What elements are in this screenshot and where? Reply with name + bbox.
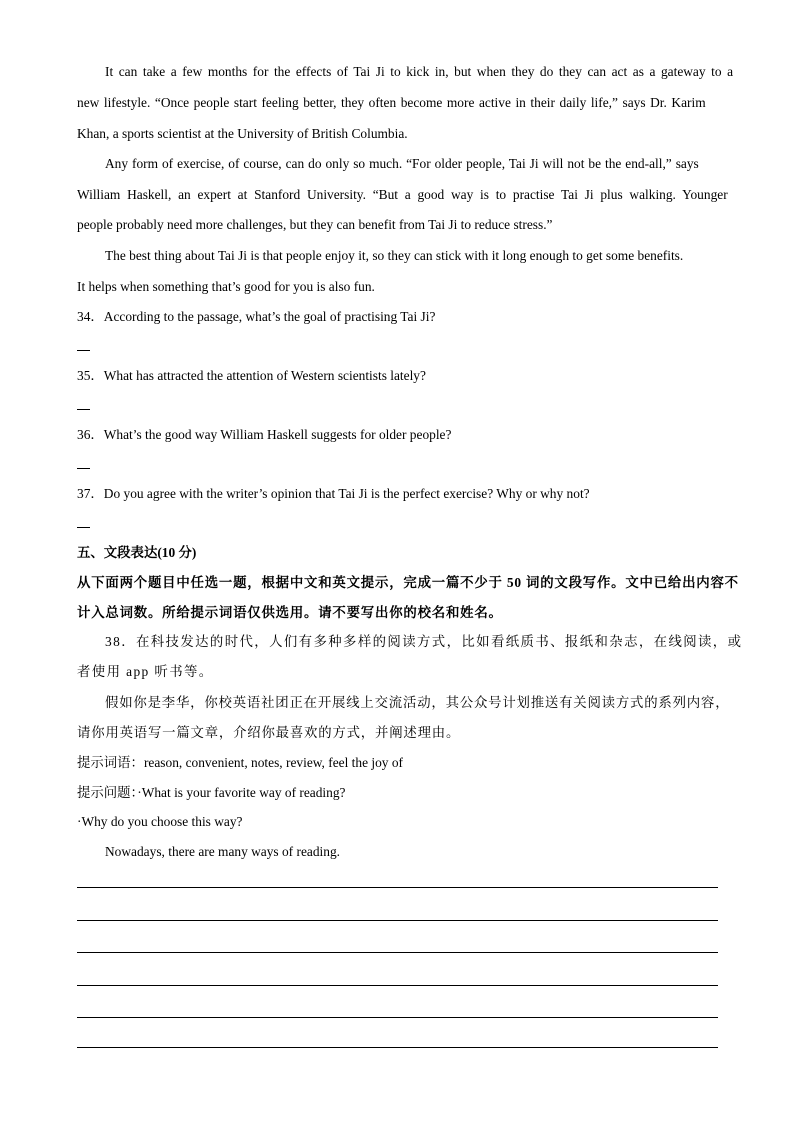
answer-line-35[interactable] bbox=[77, 409, 90, 410]
writing-line[interactable] bbox=[77, 887, 718, 888]
hint-question-1: ·What is your favorite way of reading? bbox=[137, 785, 346, 800]
writing-line[interactable] bbox=[77, 1017, 718, 1018]
question-text: What has attracted the attention of Western scientists lately? bbox=[103, 368, 426, 383]
answer-line-34[interactable] bbox=[77, 350, 90, 351]
passage-line: people probably need more challenges, but they can benefit from Tai Ji to reduce stress.” bbox=[77, 217, 553, 232]
question-36 bbox=[77, 426, 451, 444]
hint-questions-label: 提示问题： bbox=[77, 785, 138, 800]
passage-line: Khan, a sports scientist at the University of British Columbia. bbox=[77, 126, 408, 141]
passage-line: Any form of exercise, of course, can do only so much. “For older people, Tai Ji will not be the end-all,” says bbox=[105, 156, 699, 171]
q38-intro-line: 38．在科技发达的时代，人们有多种多样的阅读方式，比如看纸质书、报纸和杂志，在线阅读，或 bbox=[105, 634, 743, 649]
q38-intro-line: 者使用 app 听书等。 bbox=[77, 664, 214, 679]
question-37 bbox=[77, 485, 590, 503]
hint-words-text: reason, convenient, notes, review, feel the joy of bbox=[143, 755, 403, 770]
passage-line: William Haskell, an expert at Stanford University. “But a good way is to practise Tai Ji plus walking. Younger bbox=[77, 187, 728, 202]
passage-line: It can take a few months for the effects of Tai Ji to kick in, but when they do they can act as a gateway to a bbox=[105, 64, 734, 79]
writing-line[interactable] bbox=[77, 1047, 718, 1048]
question-number: 34． bbox=[77, 309, 104, 324]
question-text: According to the passage, what’s the goal of practising Tai Ji? bbox=[103, 309, 436, 324]
q38-task-line: 假如你是李华，你校英语社团正在开展线上交流活动，其公众号计划推送有关阅读方式的系列内容， bbox=[105, 695, 730, 710]
writing-line[interactable] bbox=[77, 985, 718, 986]
passage-line: It helps when something that’s good for you is also fun. bbox=[77, 279, 375, 294]
question-number: 37． bbox=[77, 486, 104, 501]
question-34 bbox=[77, 308, 435, 326]
section-instructions-line: 计入总词数。所给提示词语仅供选用。请不要写出你的校名和姓名。 bbox=[77, 605, 503, 620]
question-35 bbox=[77, 367, 426, 385]
q38-task-line: 请你用英语写一篇文章，介绍你最喜欢的方式，并阐述理由。 bbox=[77, 725, 461, 740]
writing-line[interactable] bbox=[77, 952, 718, 953]
question-number: 35． bbox=[77, 368, 104, 383]
writing-line[interactable] bbox=[77, 920, 718, 921]
hint-words bbox=[77, 754, 403, 772]
passage-line: The best thing about Tai Ji is that people enjoy it, so they can stick with it long enough to get some benefits. bbox=[105, 248, 684, 263]
opening-sentence: Nowadays, there are many ways of reading. bbox=[105, 844, 340, 859]
question-number: 36． bbox=[77, 427, 104, 442]
section-instructions-line: 从下面两个题目中任选一题，根据中文和英文提示，完成一篇不少于 50 词的文段写作。文中已给出内容不 bbox=[77, 575, 739, 590]
question-text: Do you agree with the writer’s opinion that Tai Ji is the perfect exercise? Why or why not? bbox=[103, 486, 590, 501]
hint-questions bbox=[77, 784, 345, 802]
answer-line-36[interactable] bbox=[77, 468, 90, 469]
section-heading: 五、文段表达(10 分) bbox=[77, 545, 197, 560]
hint-words-label: 提示词语： bbox=[77, 755, 144, 770]
question-text: What’s the good way William Haskell suggests for older people? bbox=[103, 427, 452, 442]
hint-question-2: ·Why do you choose this way? bbox=[77, 814, 243, 829]
passage-line: new lifestyle. “Once people start feeling better, they often become more active in their daily life,” says Dr. Karim bbox=[77, 95, 706, 110]
answer-line-37[interactable] bbox=[77, 527, 90, 528]
